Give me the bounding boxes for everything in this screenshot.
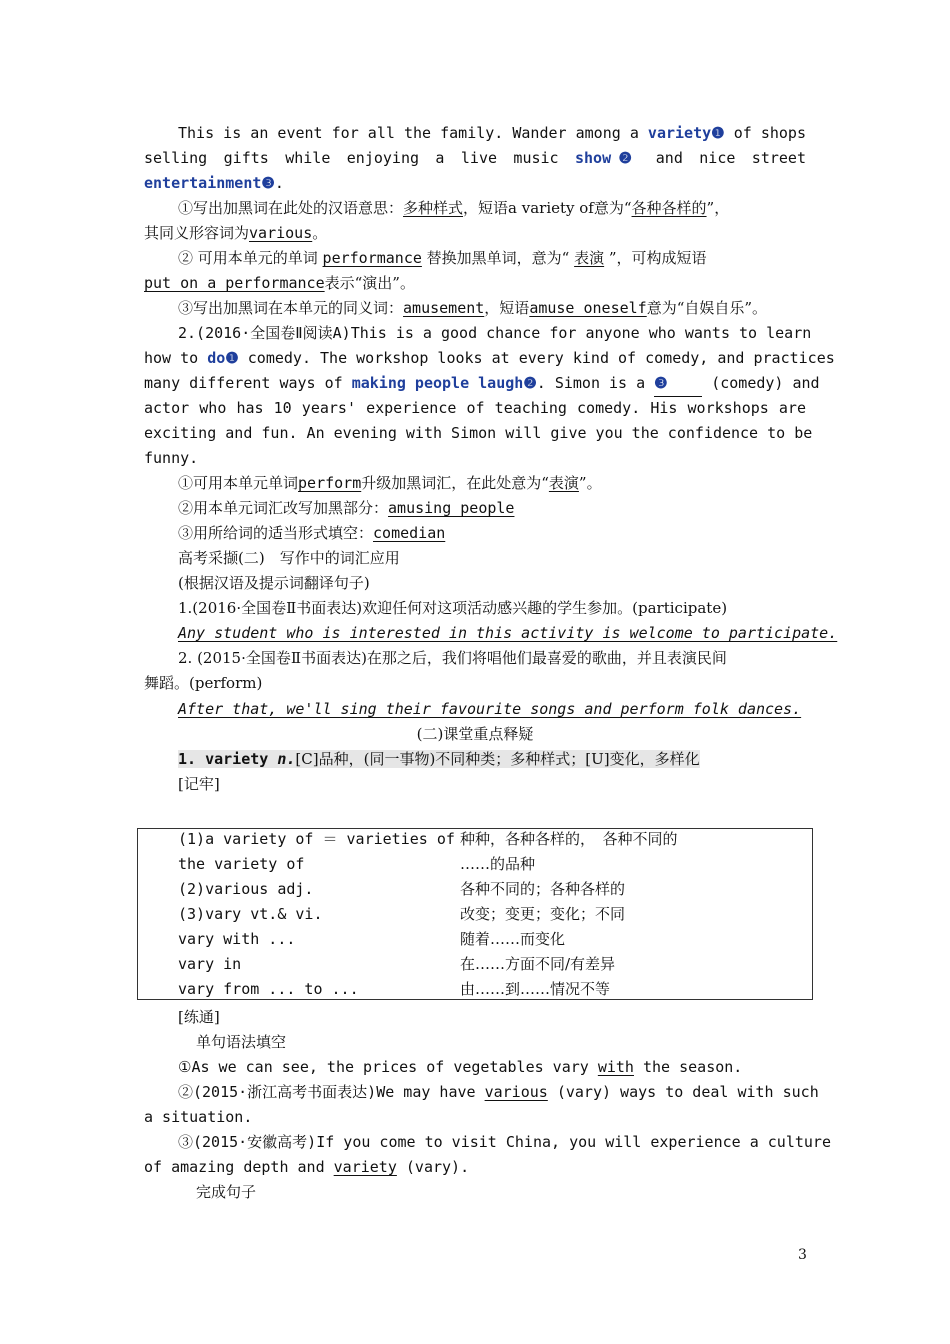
exercise-2-cont: a situation. <box>144 1108 253 1126</box>
passage2-line4: actor who has 10 years' experience of teaching comedy. His workshops are <box>144 399 806 417</box>
table-row-7-en: vary from ... to ... <box>178 980 359 998</box>
exercise-3: ③(2015·安徽高考)If you come to visit China, you will experience a culture <box>178 1133 831 1151</box>
exercise-3-cont: of amazing depth and variety (vary). <box>144 1158 470 1176</box>
vocab-item-variety: 1. variety n.[C]品种，(同一事物)不同种类；多种样式；[U]变化，多样化 <box>178 750 700 768</box>
keyword-do: do <box>207 349 226 367</box>
passage1-line1: This is an event for all the family. Wander among a variety❶ of shops <box>178 124 806 142</box>
q1-item-a: ①写出加黑词在此处的汉语意思：多种样式，短语a variety of意为“各种各样的”， <box>178 199 730 217</box>
q2-item-c: ③用所给词的适当形式填空：comedian <box>178 524 446 542</box>
passage1-line3: entertainment❸. <box>144 174 284 192</box>
table-row-5-zh: 随着……而变化 <box>460 930 566 948</box>
table-row-6-en: vary in <box>178 955 242 973</box>
blank-3: ❸ <box>654 371 702 397</box>
practice-subtitle: 单句语法填空 <box>196 1033 287 1051</box>
q2-item-a: ①可用本单元单词perform升级加黑词汇，在此处意为“表演”。 <box>178 474 602 492</box>
table-row-6-zh: 在……方面不同/有差异 <box>460 955 616 973</box>
table-row-3-en: (2)various adj. <box>178 880 314 898</box>
q1-item-b: ② 可用本单元的单词 performance 替换加黑单词，意为“ 表演 ”，可构成短语 <box>178 249 707 267</box>
section-instruction: (根据汉语及提示词翻译句子) <box>178 574 370 592</box>
table-row-2-en: the variety of <box>178 855 305 873</box>
table-row-2-zh: ……的品种 <box>460 855 536 873</box>
keyword-show: show <box>575 149 612 167</box>
complete-sentence-label: 完成句子 <box>196 1183 257 1201</box>
section-title: 高考采撷(二) 写作中的词汇应用 <box>178 549 400 567</box>
exercise-2: ②(2015·浙江高考书面表达)We may have various (vary) ways to deal with such <box>178 1083 819 1101</box>
part2-heading: (二)课堂重点释疑 <box>416 725 534 743</box>
page-number: 3 <box>798 1247 807 1263</box>
q1-item-c: ③写出加黑词在本单元的同义词：amusement，短语amuse oneself意为“自娱自乐”。 <box>178 299 768 317</box>
passage2-line1: 2.(2016·全国卷Ⅱ阅读A)This is a good chance for anyone who wants to learn <box>178 324 812 342</box>
passage1-line2: selling gifts while enjoying a live music show❷ and nice street <box>144 149 806 167</box>
exercise-1: ①As we can see, the prices of vegetables vary with the season. <box>178 1058 743 1076</box>
keyword-variety: variety <box>647 124 712 142</box>
translation-task-2: 2. (2015·全国卷Ⅱ书面表达)在那之后，我们将唱他们最喜爱的歌曲，并且表演民间 <box>178 649 727 667</box>
lian-label: [练通] <box>178 1008 220 1026</box>
translation-answer-2: After that, we'll sing their favourite songs and perform folk dances. <box>178 700 802 718</box>
q1-item-a-cont: 其同义形容词为various。 <box>144 224 328 242</box>
passage2-line6: funny. <box>144 449 199 467</box>
table-row-4-zh: 改变；变更；变化；不同 <box>460 905 626 923</box>
table-row-7-zh: 由……到……情况不等 <box>460 980 611 998</box>
table-row-4-en: (3)vary vt.& vi. <box>178 905 323 923</box>
passage2-line3: many different ways of making people laugh❷. Simon is a ❸ (comedy) and <box>144 371 806 397</box>
keyword-making-people-laugh: making people laugh <box>351 374 524 392</box>
translation-answer-1: Any student who is interested in this activity is welcome to participate. <box>178 624 838 642</box>
table-row-5-en: vary with ... <box>178 930 296 948</box>
table-row-3-zh: 各种不同的；各种各样的 <box>460 880 626 898</box>
translation-task-2-cont: 舞蹈。(perform) <box>144 674 263 692</box>
jilao-label: [记牢] <box>178 775 220 793</box>
passage2-line2: how to do❶ comedy. The workshop looks at every kind of comedy, and practices <box>144 349 835 367</box>
q2-item-b: ②用本单元词汇改写加黑部分：amusing people <box>178 499 515 517</box>
passage2-line5: exciting and fun. An evening with Simon will give you the confidence to be <box>144 424 813 442</box>
translation-task-1: 1.(2016·全国卷Ⅱ书面表达)欢迎任何对这项活动感兴趣的学生参加。(participate) <box>178 599 728 617</box>
table-row-1-zh: 种种，各种各样的， 各种不同的 <box>460 830 678 848</box>
keyword-entertainment: entertainment <box>144 174 262 192</box>
table-row-1-en: (1)a variety of ＝ varieties of <box>178 830 455 848</box>
q1-item-b-cont: put on a performance表示“演出”。 <box>144 274 415 292</box>
